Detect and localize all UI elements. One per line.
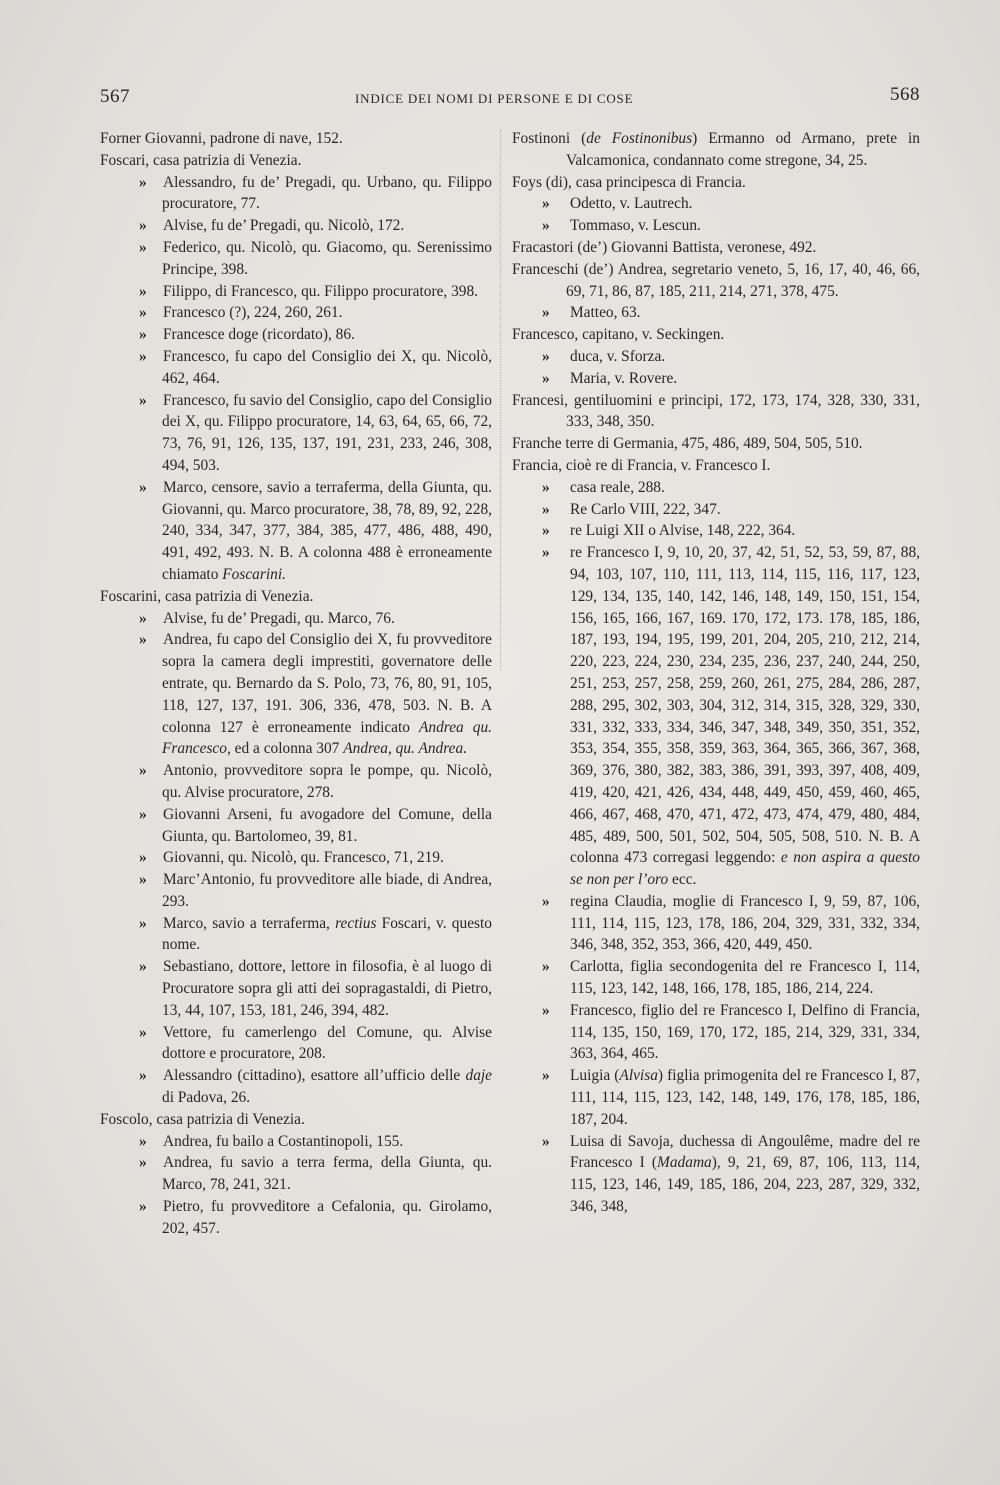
- entry-italic-text: de Fostinonibus: [586, 130, 693, 147]
- ditto-mark: »: [139, 762, 147, 780]
- index-subentry: [512, 215, 920, 237]
- entry-italic-text: rectius: [335, 914, 377, 932]
- ditto-mark: »: [139, 849, 147, 867]
- entry-text: ) Ermanno od Armano, prete in Valcamonica, condannato come stregone, 34, 25.: [566, 130, 920, 169]
- running-title: INDICE DEI NOMI DI PERSONE E DI COSE: [355, 91, 634, 106]
- index-subentry: [100, 1022, 492, 1066]
- ditto-mark: »: [542, 544, 550, 562]
- ditto-mark: »: [542, 347, 550, 365]
- ditto-mark: »: [542, 304, 550, 322]
- ditto-mark: »: [542, 369, 550, 387]
- ditto-mark: »: [139, 282, 147, 300]
- entry-text: Carlotta, figlia secondogenita del re Francesco I, 114, 115, 123, 142, 148, 166, 178, 185, 186, 214, 224.: [570, 958, 920, 998]
- entry-text: Vettore, fu camerlengo del Comune, qu. Alvise dottore e procuratore, 208.: [162, 1023, 492, 1063]
- entry-text: ) figlia primogenita del re Francesco I, 87, 111, 114, 115, 123, 142, 148, 149, 176, 178, 185, 186, 187, 204.: [570, 1067, 921, 1128]
- entry-text: Pietro, fu provveditore a Cefalonia, qu. Girolamo, 202, 457.: [162, 1198, 492, 1237]
- index-entry: [512, 433, 920, 455]
- index-subentry: [100, 804, 492, 848]
- entry-text: Francia, cioè re di Francia, v. Francesco I.: [512, 456, 771, 474]
- ditto-mark: »: [139, 609, 147, 627]
- index-subentry: [512, 1000, 920, 1065]
- index-subentry: [100, 869, 492, 913]
- entry-text: Federico, qu. Nicolò, qu. Giacomo, qu. Serenissimo Principe, 398.: [162, 238, 492, 278]
- entry-text: Foscari, v. questo nome.: [162, 914, 492, 954]
- entry-italic-text: Andrea, qu. Andrea.: [343, 740, 468, 758]
- entry-text: Francesco, fu capo del Consiglio dei X, qu. Nicolò, 462, 464.: [162, 347, 492, 387]
- entry-text: Fostinoni (: [512, 130, 587, 147]
- entry-text: ), 9, 21, 69, 87, 106, 113, 114, 115, 123, 146, 149, 185, 186, 204, 223, 287, 329, 332, 346, 348,: [570, 1154, 920, 1216]
- index-subentry: [100, 237, 492, 281]
- entry-text: ed a colonna 307: [230, 740, 344, 758]
- entry-text: Francesco, capitano, v. Seckingen.: [512, 326, 725, 344]
- index-subentry: [512, 499, 920, 521]
- entry-text: Francesco (?), 224, 260, 261.: [163, 304, 343, 322]
- index-subentry: [100, 281, 492, 303]
- index-subentry: [100, 760, 492, 804]
- column-divider: [500, 130, 501, 670]
- page-number-left: 567: [100, 86, 130, 107]
- index-subentry: [100, 172, 492, 216]
- ditto-mark: »: [139, 805, 147, 823]
- entry-text: Foscolo, casa patrizia di Venezia.: [100, 1110, 305, 1128]
- entry-text: Alvise, fu de’ Pregadi, qu. Marco, 76.: [163, 609, 395, 627]
- ditto-mark: »: [139, 914, 147, 932]
- entry-text: Alvise, fu de’ Pregadi, qu. Nicolò, 172.: [163, 217, 405, 235]
- entry-text: Alessandro (cittadino), esattore all’ufficio delle: [163, 1067, 466, 1085]
- index-subentry: [100, 608, 492, 630]
- entry-text: casa reale, 288.: [570, 478, 665, 496]
- ditto-mark: »: [542, 217, 550, 235]
- index-subentry: [512, 1131, 920, 1218]
- entry-text: duca, v. Sforza.: [570, 347, 666, 365]
- index-subentry: [512, 891, 920, 956]
- entry-italic-text: Alvisa: [619, 1067, 658, 1085]
- entry-text: di Padova, 26.: [162, 1089, 251, 1107]
- entry-italic-text: daje: [465, 1067, 492, 1085]
- entry-text: Antonio, provveditore sopra le pompe, qu. Nicolò, qu. Alvise procuratore, 278.: [162, 762, 492, 801]
- index-subentry: [100, 847, 492, 869]
- ditto-mark: »: [139, 391, 147, 409]
- entry-text: Francesco, figlio del re Francesco I, Delfino di Francia, 114, 135, 150, 169, 170, 172, 185, 214, 329, 331, 334, 363, 364, 465.: [570, 1001, 920, 1063]
- ditto-mark: »: [542, 958, 550, 976]
- page-header: [100, 86, 920, 116]
- ditto-mark: »: [542, 892, 550, 910]
- ditto-mark: »: [542, 500, 550, 518]
- ditto-mark: »: [542, 1067, 550, 1085]
- index-subentry: [512, 542, 920, 891]
- ditto-mark: »: [139, 478, 147, 496]
- ditto-mark: »: [139, 958, 147, 976]
- ditto-mark: »: [139, 173, 147, 191]
- index-subentry: [100, 215, 492, 237]
- index-entry: [512, 455, 920, 477]
- entry-text: Francesce doge (ricordato), 86.: [163, 326, 355, 344]
- index-column-right: [512, 128, 920, 1218]
- entry-text: Giovanni Arseni, fu avogadore del Comune, della Giunta, qu. Bartolomeo, 39, 81.: [162, 805, 492, 845]
- index-subentry: [512, 1065, 920, 1130]
- entry-text: Andrea, fu savio a terra ferma, della Giunta, qu. Marco, 78, 241, 321.: [162, 1154, 492, 1194]
- index-subentry: [512, 477, 920, 499]
- ditto-mark: »: [139, 1023, 147, 1041]
- index-subentry: [100, 1196, 492, 1240]
- index-entry: [512, 128, 920, 172]
- entry-italic-text: Madama: [657, 1154, 712, 1172]
- entry-text: Foscari, casa patrizia di Venezia.: [100, 151, 302, 169]
- index-entry: [100, 586, 492, 608]
- entry-text: Foscarini, casa patrizia di Venezia.: [100, 587, 314, 605]
- entry-italic-text: e non aspira a questo se non per l’oro: [570, 849, 920, 889]
- index-subentry: [512, 302, 920, 324]
- ditto-mark: »: [542, 195, 550, 213]
- index-subentry: [100, 1131, 492, 1153]
- entry-text: Matteo, 63.: [570, 304, 641, 322]
- index-subentry: [100, 477, 492, 586]
- index-column-left: [100, 128, 492, 1240]
- index-subentry: [100, 346, 492, 390]
- ditto-mark: »: [139, 238, 147, 256]
- entry-text: Andrea, fu capo del Consiglio dei X, fu provveditore sopra la camera degli imprestiti, governatore delle entrate, qu. Bernardo da S. Polo, 73, 76, 80, 91, 105, 118, 127, 137, 191. 306, 336, 478, 503. N. B. A colonna 127 è erroneamente indicato: [162, 631, 492, 736]
- index-entry: [100, 128, 492, 150]
- entry-text: Luigia (: [570, 1067, 620, 1085]
- entry-text: Filippo, di Francesco, qu. Filippo procuratore, 398.: [163, 282, 479, 300]
- entry-text: Marc’Antonio, fu provveditore alle biade, di Andrea, 293.: [162, 871, 492, 910]
- ditto-mark: »: [542, 1001, 550, 1019]
- index-subentry: [100, 1152, 492, 1196]
- entry-text: Franceschi (de’) Andrea, segretario veneto, 5, 16, 17, 40, 46, 66, 69, 71, 86, 87, 185, 211, 214, 271, 378, 475.: [512, 260, 920, 300]
- ditto-mark: »: [139, 1067, 147, 1085]
- index-entry: [100, 150, 492, 172]
- ditto-mark: »: [139, 326, 147, 344]
- ditto-mark: »: [139, 304, 147, 322]
- index-subentry: [100, 324, 492, 346]
- index-subentry: [100, 1065, 492, 1109]
- page-number-right: 568: [890, 84, 920, 105]
- index-subentry: [100, 913, 492, 957]
- ditto-mark: »: [542, 522, 550, 540]
- entry-text: re Luigi XII o Alvise, 148, 222, 364.: [570, 522, 796, 540]
- index-entry: [512, 172, 920, 194]
- ditto-mark: »: [542, 478, 550, 496]
- entry-text: Alessandro, fu de’ Pregadi, qu. Urbano, qu. Filippo procuratore, 77.: [162, 173, 492, 213]
- entry-text: Andrea, fu bailo a Costantinopoli, 155.: [163, 1132, 404, 1150]
- entry-text: Francesco, fu savio del Consiglio, capo del Consiglio dei X, qu. Filippo procuratore, 14, 63, 64, 65, 66, 72, 73, 76, 91, 126, 135, 137, 191, 231, 233, 246, 308, 494, 503.: [162, 391, 492, 474]
- ditto-mark: »: [139, 1198, 147, 1216]
- ditto-mark: »: [139, 217, 147, 235]
- entry-italic-text: Andrea qu. Francesco,: [162, 718, 492, 758]
- index-subentry: [512, 520, 920, 542]
- entry-text: Giovanni, qu. Nicolò, qu. Francesco, 71, 219.: [163, 849, 444, 867]
- entry-text: Re Carlo VIII, 222, 347.: [570, 500, 721, 518]
- entry-text: Luisa di Savoja, duchessa di Angoulême, madre del re Francesco I (: [570, 1132, 920, 1172]
- index-subentry: [100, 390, 492, 477]
- entry-text: Fracastori (de’) Giovanni Battista, veronese, 492.: [512, 238, 817, 256]
- entry-text: re Francesco I, 9, 10, 20, 37, 42, 51, 52, 53, 59, 87, 88, 94, 103, 107, 110, 111, 113, 114, 115, 116, 117, 123, 129, 134, 135, 140, 142, 146, 148, 149, 150, 151, 154, 156, 165, 166, 167, 169. 170, 172, 173. 178, 185, 186, 187, 193, 194, 195, 199, 201, 204, 205, 210, 212, 214, 220, 223, 224, 230, 234, 235, 236, 237, 240, 244, 250, 251, 253, 257, 258, 259, 260, 261, 275, 284, 286, 287, 288, 295, 302, 303, 304, 312, 314, 315, 328, 329, 330, 331, 332, 333, 334, 346, 347, 348, 349, 350, 351, 352, 353, 354, 355, 358, 359, 363, 364, 365, 366, 367, 368, 369, 376, 380, 382, 383, 386, 391, 393, 397, 408, 409, 419, 420, 421, 426, 434, 448, 449, 450, 459, 460, 465, 466, 467, 468, 470, 471, 472, 473, 474, 479, 480, 484, 485, 489, 500, 501, 502, 504, 505, 508, 510. N. B. A colonna 473 corregasi leggendo:: [570, 544, 920, 867]
- entry-text: Francesi, gentiluomini e principi, 172, 173, 174, 328, 330, 331, 333, 348, 350.: [512, 391, 920, 431]
- entry-text: Maria, v. Rovere.: [570, 369, 678, 387]
- ditto-mark: »: [139, 1154, 147, 1172]
- entry-text: Sebastiano, dottore, lettore in filosofia, è al luogo di Procuratore sopra gli atti dei sopragastaldi, di Pietro, 13, 44, 107, 153, 181, 246, 394, 482.: [162, 958, 492, 1019]
- entry-text: ecc.: [668, 871, 697, 889]
- index-subentry: [512, 346, 920, 368]
- index-subentry: [512, 368, 920, 390]
- index-subentry: [100, 629, 492, 760]
- entry-text: Tommaso, v. Lescun.: [570, 217, 701, 235]
- index-subentry: [100, 302, 492, 324]
- entry-text: Marco, censore, savio a terraferma, della Giunta, qu. Giovanni, qu. Marco procuratore, 38, 78, 89, 92, 228, 240, 334, 347, 377, 384, 385, 477, 486, 488, 490, 491, 492, 493. N. B. A colonna 488 è erroneamente chiamato: [162, 478, 492, 583]
- index-subentry: [512, 193, 920, 215]
- ditto-mark: »: [139, 347, 147, 365]
- ditto-mark: »: [542, 1132, 550, 1150]
- entry-text: Marco, savio a terraferma,: [163, 914, 336, 932]
- ditto-mark: »: [139, 871, 147, 889]
- index-subentry: [100, 956, 492, 1021]
- entry-italic-text: Foscarini.: [222, 565, 286, 583]
- entry-text: Foys (di), casa principesca di Francia.: [512, 173, 746, 191]
- index-entry: [512, 237, 920, 259]
- ditto-mark: »: [139, 631, 147, 649]
- index-entry: [512, 324, 920, 346]
- index-subentry: [512, 956, 920, 1000]
- index-entry: [512, 259, 920, 303]
- index-entry: [512, 390, 920, 434]
- entry-text: Odetto, v. Lautrech.: [570, 195, 693, 213]
- ditto-mark: »: [139, 1132, 147, 1150]
- entry-text: regina Claudia, moglie di Francesco I, 9, 59, 87, 106, 111, 114, 115, 123, 178, 186, 204, 329, 331, 332, 334, 346, 348, 352, 353, 366, 420, 449, 450.: [570, 892, 920, 954]
- entry-text: Franche terre di Germania, 475, 486, 489, 504, 505, 510.: [512, 435, 863, 453]
- entry-text: Forner Giovanni, padrone di nave, 152.: [100, 130, 343, 147]
- index-entry: [100, 1109, 492, 1131]
